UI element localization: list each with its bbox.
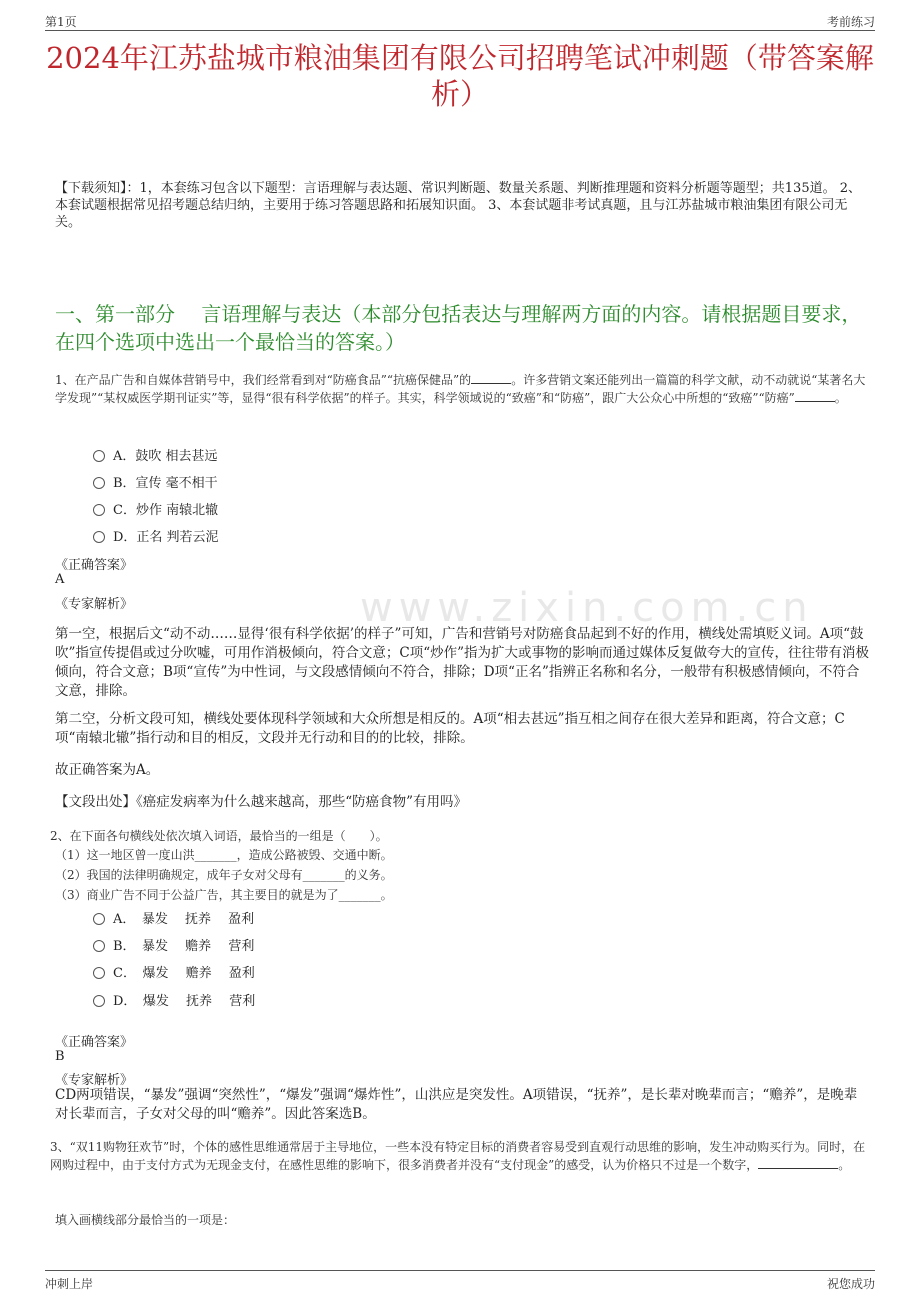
q2-option-d[interactable]: D． 爆发 抚养 营利 [93, 990, 255, 1010]
radio-icon[interactable] [93, 477, 105, 489]
q1-analysis-3: 故正确答案为A。 [55, 762, 160, 778]
q2-answer-label: 《正确答案》 [55, 1035, 134, 1050]
radio-icon[interactable] [93, 531, 105, 543]
q1-analysis-label: 《专家解析》 [55, 597, 134, 612]
radio-icon[interactable] [93, 504, 105, 516]
question-2-item-1: （1）这一地区曾一度山洪_______，造成公路被毁、交通中断。 [55, 848, 393, 862]
q1-answer: A [55, 572, 65, 587]
q1-option-a[interactable]: A．鼓吹 相去甚远 [93, 445, 218, 465]
q1-answer-label: 《正确答案》 [55, 558, 134, 573]
question-1-text-c: 。 [834, 391, 847, 405]
question-2-item-2: （2）我国的法律明确规定，成年子女对父母有_______的义务。 [55, 868, 393, 882]
page-number: 第1页 [45, 15, 77, 29]
page-footer [45, 1270, 875, 1293]
question-3-prompt: 填入画横线部分最恰当的一项是： [55, 1213, 236, 1227]
document-title: 2024年江苏盐城市粮油集团有限公司招聘笔试冲刺题（带答案解析） [46, 41, 874, 111]
q1-analysis-1: 第一空，根据后文“动不动……显得‘很有科学依据’的样子”可知，广告和营销号对防癌食品起到不好的作用，横线处需填贬义词。A项“鼓吹”指宣传提倡或过分吹嘘，可用作消极倾向，符合文意；C项“炒作”指为扩大或事物的影响而通过媒体反复做夸大的宣传，往往带有消极倾向，符合文意；B项“宣传”为中性词，与文段感情倾向不符合，排除；D项“正名”指辨正名称和名分，一般带有积极感情倾向，不符合文意，排除。 [55, 626, 870, 699]
footer-right: 祝您成功 [826, 1277, 875, 1291]
question-1-text-a: 1、在产品广告和自媒体营销号中，我们经常看到对“防癌食品”“抗癌保健品”的 [55, 373, 472, 387]
download-notice: 【下载须知】：1，本套练习包含以下题型：言语理解与表达题、常识判断题、数量关系题、判断推理题和资料分析题等题型；共135道。 2、本套试题根据常见招考题总结归纳，主要用于练习答题思路和拓展知识面。 3、本套试题非考试真题，且与江苏盐城市粮油集团有限公司无关。 [55, 181, 861, 230]
fill-blank [471, 383, 511, 384]
radio-icon[interactable] [93, 940, 105, 952]
radio-icon[interactable] [93, 913, 105, 925]
q2-option-a[interactable]: A． 暴发 抚养 盈利 [93, 908, 254, 928]
watermark: www.zixin.com.cn [360, 585, 814, 631]
question-2-stem: 2、在下面各句横线处依次填入词语，最恰当的一组是（ ）。 [50, 829, 388, 843]
question-1-text-b: 。许多营销文案还能列出一篇篇的科学文献，动不动就说“某著名大学发现”“某权威医学期刊证实”等，显得“很有科学依据”的样子。其实，科学领域说的“致癌”和“防癌”，跟广大公众心中所想的“致癌”“防癌” [55, 373, 866, 405]
q1-option-b[interactable]: B．宣传 毫不相干 [93, 472, 218, 492]
q2-option-c[interactable]: C． 爆发 赡养 盈利 [93, 962, 255, 982]
q1-option-d[interactable]: D．正名 判若云泥 [93, 526, 219, 546]
q1-analysis-2: 第二空，分析文段可知，横线处要体现科学领域和大众所想是相反的。A项“相去甚远”指互相之间存在很大差异和距离，符合文意；C项“南辕北辙”指行动和目的相反，文段并无行动和目的的比较，排除。 [55, 711, 845, 746]
page-header [45, 10, 875, 31]
q2-answer: B [55, 1049, 65, 1064]
header-tag: 考前练习 [826, 15, 875, 29]
fill-blank [795, 401, 835, 402]
q1-option-c[interactable]: C．炒作 南辕北辙 [93, 499, 218, 519]
question-2-item-3: （3）商业广告不同于公益广告，其主要目的就是为了_______。 [55, 888, 393, 902]
radio-icon[interactable] [93, 450, 105, 462]
question-3 [50, 1138, 870, 1174]
q2-option-b[interactable]: B． 暴发 赡养 营利 [93, 935, 254, 955]
section-title: 一、第一部分 言语理解与表达（本部分包括表达与理解两方面的内容。请根据题目要求，在四个选项中选出一个最恰当的答案。） [55, 302, 862, 354]
radio-icon[interactable] [93, 967, 105, 979]
fill-blank [758, 1168, 838, 1169]
q2-analysis: CD两项错误，“暴发”强调“突然性”，“爆发”强调“爆炸性”，山洪应是突发性。A项错误，“抚养”，是长辈对晚辈而言；“赡养”，是晚辈对长辈而言，子女对父母的叫“赡养”。因此答案选B。 [55, 1087, 858, 1122]
question-3-text-b: 。 [838, 1158, 851, 1172]
q2-analysis-label: 《专家解析》 [55, 1073, 134, 1088]
footer-left: 冲刺上岸 [45, 1277, 94, 1291]
q1-source: 【文段出处】《癌症发病率为什么越来越高，那些“防癌食物”有用吗》 [55, 794, 468, 810]
radio-icon[interactable] [93, 995, 105, 1007]
question-1 [55, 371, 870, 407]
question-3-text-a: 3、“双11购物狂欢节”时，个体的感性思维通常居于主导地位，一些本没有特定目标的消费者容易受到直观行动思维的影响，发生冲动购买行为。同时，在网购过程中，由于支付方式为无现金支付，在感性思维的影响下，很多消费者并没有“支付现金”的感受，认为价格只不过是一个数字， [50, 1140, 866, 1172]
